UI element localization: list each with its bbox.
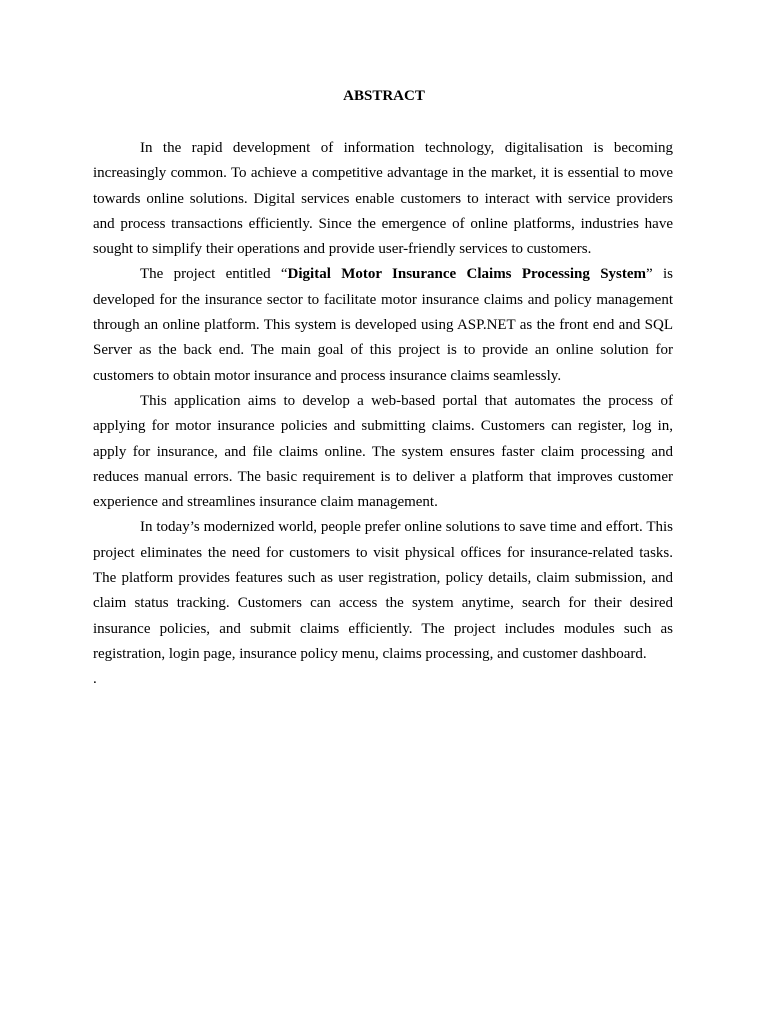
project-name: Digital Motor Insurance Claims Processing System <box>287 266 647 283</box>
paragraph-application: This application aims to develop a web-based portal that automates the process of applying for motor insurance policies and submitting claims. Customers can register, log in, apply for insurance, and file claims online. The system ensures faster claim processing and reduces manual errors. The basic requirement is to deliver a platform that improves customer experience and streamlines insurance claim management. <box>93 392 673 511</box>
paragraph-modern-world: In today’s modernized world, people prefer online solutions to save time and effort. This project eliminates the need for customers to visit physical offices for insurance-related tasks. The platform provides features such as user registration, policy details, claim submission, and claim status tracking. Customers can access the system anytime, search for their desired insurance policies, and submit claims efficiently. The project includes modules such as registration, login page, insurance policy menu, claims processing, and customer dashboard. <box>93 519 673 662</box>
page-title: ABSTRACT <box>343 88 425 104</box>
abstract-body <box>93 136 673 693</box>
paragraph-project <box>93 262 673 388</box>
paragraph-intro: In the rapid development of information technology, digitalisation is becoming increasingly common. To achieve a competitive advantage in the market, it is essential to move towards online solutions. Digital services enable customers to interact with service providers and process transactions efficiently. Since the emergence of online platforms, industries have sought to simplify their operations and provide user-friendly services to customers. <box>93 140 673 258</box>
paragraph-project-lead: The project entitled “ <box>140 266 288 283</box>
trailing-period: . <box>93 671 97 688</box>
paragraph-project-rest: ” is developed for the insurance sector to facilitate motor insurance claims and policy management through an online platform. This system is developed using ASP.NET as the front end and SQL Server as the back end. The main goal of this project is to provide an online solution for customers to obtain motor insurance and process insurance claims seamlessly. <box>93 266 674 384</box>
